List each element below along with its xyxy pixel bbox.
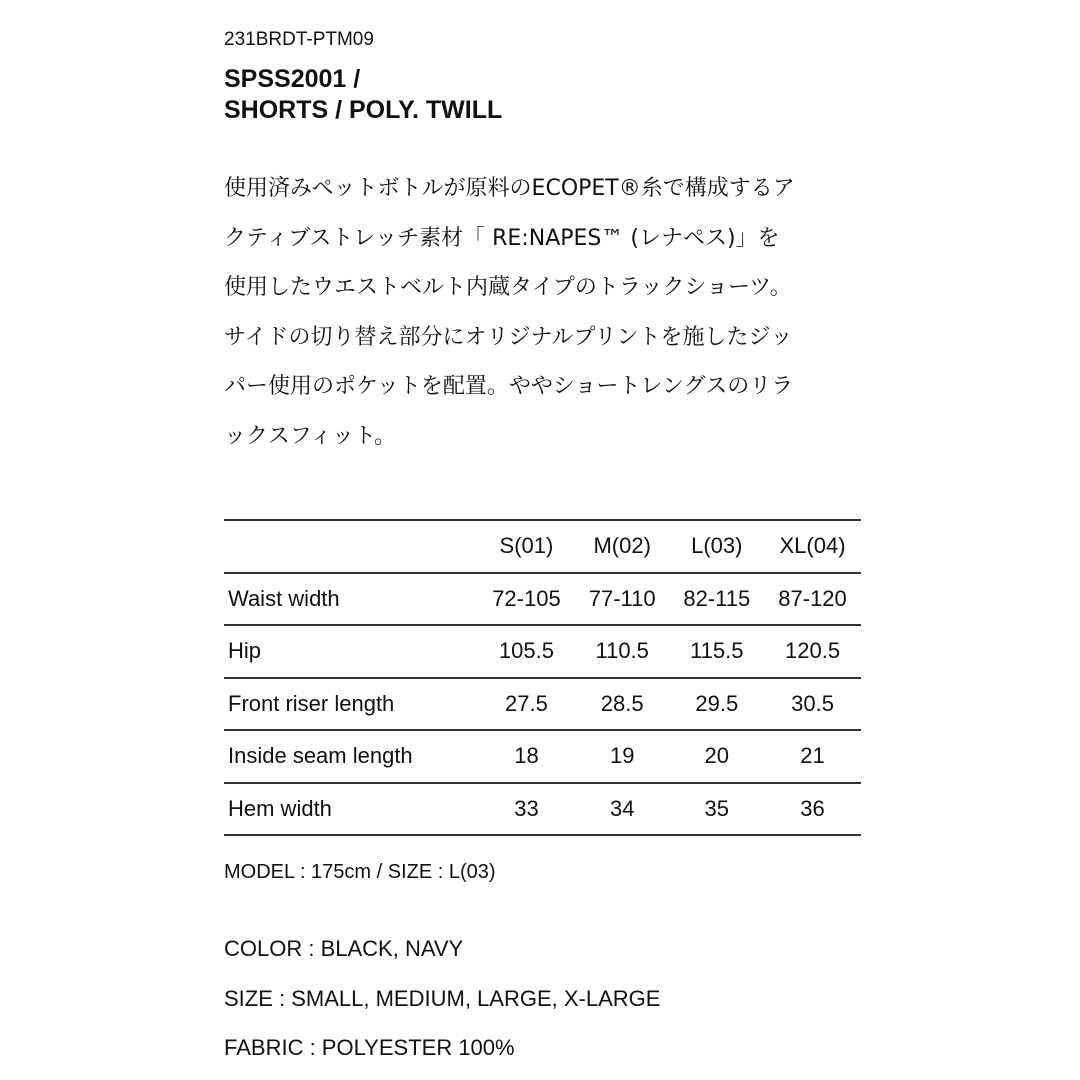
description-line: 使用済みペットボトルが原料のECOPET®糸で構成するア: [224, 176, 795, 201]
table-cell: 87-120: [764, 573, 861, 626]
table-cell: 33: [478, 783, 575, 836]
table-cell: 30.5: [764, 678, 861, 731]
table-cell: 77-110: [575, 573, 670, 626]
table-row: [224, 625, 861, 678]
table-cell: 36: [764, 783, 861, 836]
row-label-hip: Hip: [224, 625, 478, 678]
table-cell: 20: [669, 730, 764, 783]
description-line: パー使用のポケットを配置。ややショートレングスのリラ: [224, 374, 794, 399]
row-label-front-riser-length: Front riser length: [224, 678, 478, 731]
product-title-line-1: SPSS2001 /: [224, 65, 361, 93]
model-info: MODEL : 175cm / SIZE : L(03): [224, 861, 496, 883]
row-label-inside-seam-length: Inside seam length: [224, 730, 478, 783]
description-line: ックスフィット。: [224, 423, 397, 449]
table-cell: 35: [669, 783, 764, 836]
product-code: 231BRDT-PTM09: [224, 29, 374, 50]
spec-fabric: FABRIC : POLYESTER 100%: [224, 1035, 515, 1060]
table-cell: 29.5: [669, 678, 764, 731]
product-description: [224, 164, 884, 461]
size-chart-corner-cell: [224, 520, 478, 573]
table-cell: 115.5: [669, 625, 764, 678]
description-line: サイドの切り替え部分にオリジナルプリントを施したジッ: [224, 324, 793, 350]
table-cell: 18: [478, 730, 575, 783]
description-line: 使用したウエストベルト内蔵タイプのトラックショーツ。: [224, 275, 792, 300]
table-cell: 120.5: [764, 625, 861, 678]
spec-size: SIZE : SMALL, MEDIUM, LARGE, X-LARGE: [224, 985, 661, 1011]
table-row: [224, 730, 861, 783]
row-label-waist-width: Waist width: [224, 573, 478, 626]
table-cell: 19: [575, 730, 670, 783]
size-header-m: M(02): [575, 520, 670, 573]
table-cell: 34: [575, 783, 670, 836]
table-cell: 28.5: [575, 678, 670, 731]
table-row: [224, 678, 861, 731]
table-cell: 105.5: [478, 625, 575, 678]
table-cell: 27.5: [478, 678, 575, 731]
table-row: [224, 573, 861, 626]
size-header-l: L(03): [669, 520, 764, 573]
description-line: クティブストレッチ素材「 RE:NAPES™ (レナペス)」を: [224, 225, 780, 251]
table-cell: 82-115: [669, 573, 764, 626]
size-header-xl: XL(04): [764, 520, 861, 573]
product-title-line-2: SHORTS / POLY. TWILL: [224, 96, 503, 124]
spec-color: COLOR : BLACK, NAVY: [224, 936, 464, 961]
table-row: [224, 783, 861, 836]
product-title: [224, 64, 502, 126]
size-chart-header-row: [224, 520, 861, 573]
table-cell: 110.5: [575, 625, 670, 678]
size-header-s: S(01): [478, 520, 575, 573]
row-label-hem-width: Hem width: [224, 783, 478, 836]
table-cell: 72-105: [478, 573, 575, 626]
table-cell: 21: [764, 730, 861, 783]
product-specs: [224, 924, 660, 1073]
size-chart-table: [224, 519, 861, 836]
